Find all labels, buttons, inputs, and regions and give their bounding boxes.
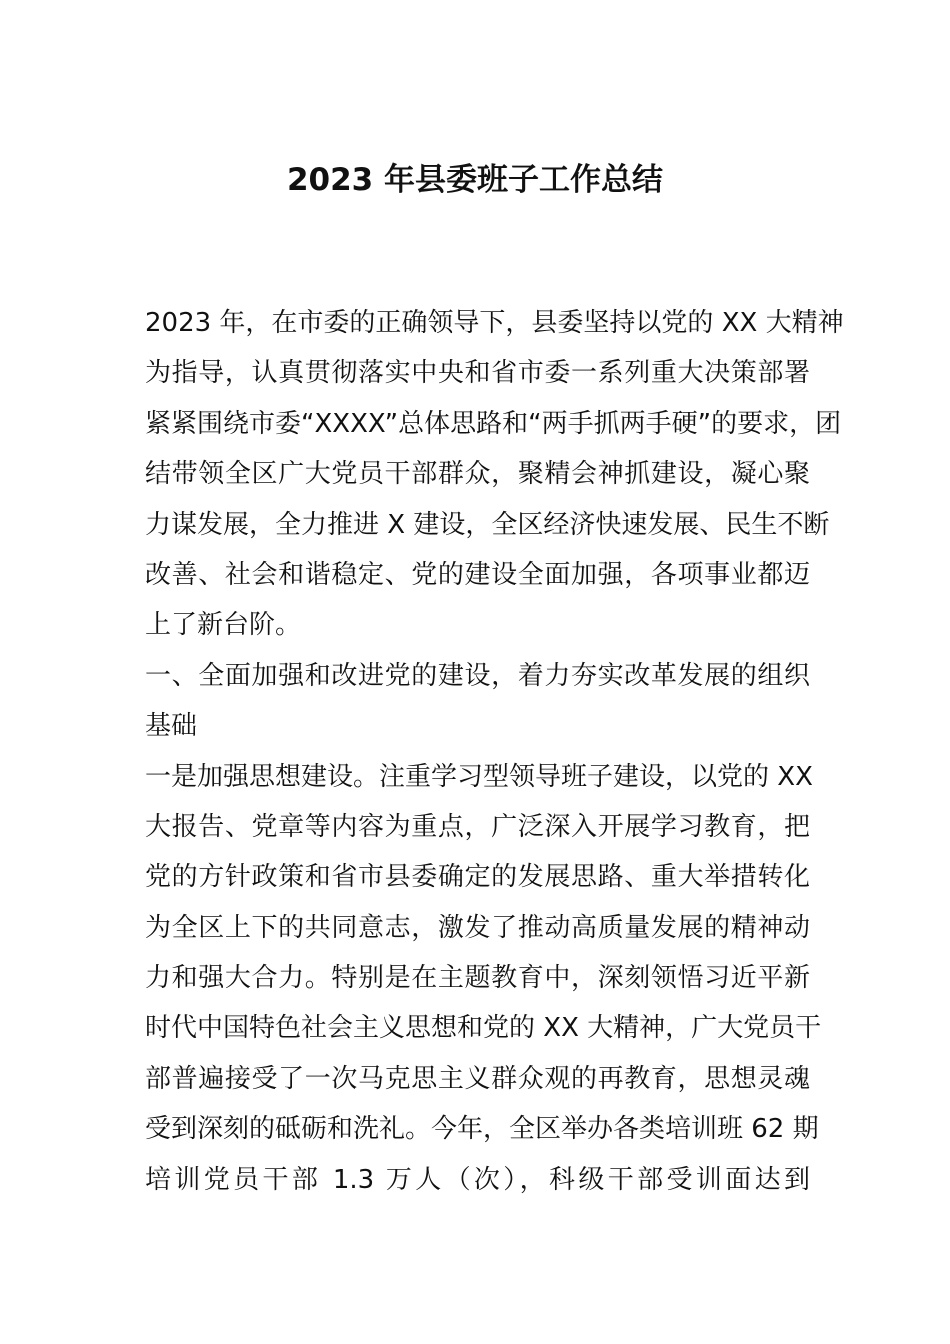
paragraph-line: 力和强大合力。特别是在主题教育中，深刻领悟习近平新 [145,963,810,994]
paragraph-line: 大报告、党章等内容为重点，广泛深入开展学习教育，把 [145,811,810,842]
paragraph-line: 为全区上下的共同意志，激发了推动高质量发展的精神动 [145,912,810,943]
paragraph-line: 培训党员干部 1.3 万人（次），科级干部受训面达到 [145,1164,810,1195]
paragraph-line: 力谋发展，全力推进 X 建设，全区经济快速发展、民生不断 [145,509,830,540]
paragraph-line: 紧紧围绕市委“XXXX”总体思路和“两手抓两手硬”的要求，团 [145,408,842,439]
paragraph-line: 党的方针政策和省市县委确定的发展思路、重大举措转化 [145,862,810,893]
paragraph-line: 时代中国特色社会主义思想和党的 XX 大精神，广大党员干 [145,1013,822,1044]
paragraph-line: 部普遍接受了一次马克思主义群众观的再教育，思想灵魂 [145,1063,810,1094]
paragraph-line: 一是加强思想建设。注重学习型领导班子建设，以党的 XX [145,761,813,792]
paragraph-line: 受到深刻的砥砺和洗礼。今年，全区举办各类培训班 62 期 [145,1114,819,1145]
paragraph-line: 结带领全区广大党员干部群众，聚精会神抓建设，凝心聚 [145,459,810,490]
paragraph-line: 上了新台阶。 [145,610,302,641]
section-heading-line: 一、全面加强和改进党的建设，着力夯实改革发展的组织 [145,660,810,691]
document-body [145,298,844,1205]
paragraph-line: 改善、社会和谐稳定、党的建设全面加强，各项事业都迈 [145,559,810,590]
paragraph-line: 2023 年，在市委的正确领导下，县委坚持以党的 XX 大精神 [145,308,844,338]
section-heading-line: 基础 [145,711,198,742]
document-title: 2023 年县委班子工作总结 [286,162,664,198]
paragraph-line: 为指导，认真贯彻落实中央和省市委一系列重大决策部署 [145,358,810,389]
